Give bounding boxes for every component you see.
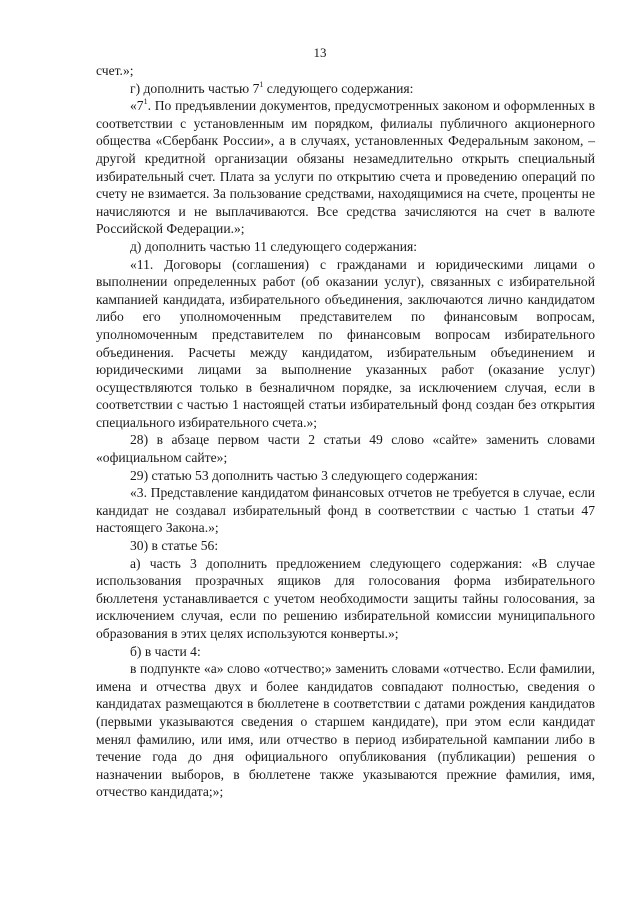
paragraph-item-28: 28) в абзаце первом части 2 статьи 49 слово «сайте» заменить словами «официальном сайте»; [96, 432, 595, 466]
paragraph-part-11: «11. Договоры (соглашения) с гражданами и юридическими лицами о выполнении определенных работ (об оказании услуг), связанных с избирательной кампанией кандидата, избирательного объединения, заключаются лично кандидатом либо его уполномоченным представителем по финансовым вопросам, уполномоченным представителем по финансовым вопросам избирательного объединения. Расчеты между кандидатом, избирательным объединением и юридическими лицами за выполнение указанных работ (оказание услуг) осуществляются только в безналичном порядке, за исключением случая, если в соответствии с частью 1 настоящей статьи избирательный фонд создан без открытия специального избирательного счета.»; [96, 256, 595, 430]
paragraph-item-d: д) дополнить частью 11 следующего содержания: [130, 238, 418, 254]
paragraph-part-7-1-start: «7 [130, 98, 144, 114]
paragraph-part-7-1-text: . По предъявлении документов, предусмотренных законом и оформленных в соответствии с установленным им порядком, филиалы публичного акционерного общества «Сбербанк России», а в случаях, установленных Федеральным законом, – другой кредитной организации обязаны незамедлительно открыть специальный избирательный счет. Плата за услуги по открытию счета и проведению операций по счету не взимается. За пользование средствами, находящимися на счете, проценты не начисляются и не выплачиваются. Все средства зачисляются на счет в валюте Российской Федерации.»; [96, 98, 595, 237]
page-number: 13 [313, 45, 327, 60]
paragraph-part-7-1 [96, 97, 595, 238]
paragraph-item-29: 29) статью 53 дополнить частью 3 следующего содержания: [130, 467, 478, 483]
paragraph-continuation: счет.»; [96, 63, 134, 78]
paragraph-item-g-text: г) дополнить частью 7 [130, 80, 260, 96]
superscript-index: 1 [143, 97, 148, 107]
document-body [96, 62, 595, 801]
paragraph-item-g [96, 80, 595, 98]
paragraph-item-g-text-end: следующего содержания: [263, 80, 414, 96]
paragraph-item-30: 30) в статье 56: [130, 538, 219, 554]
paragraph-subitem-a: в подпункте «а» слово «отчество;» заменить словами «отчество. Если фамилии, имена и отчества двух и более кандидатов совпадают полностью, сведения о кандидатах размещаются в бюллетене в соответствии с датами рождения кандидатов (первыми указываются сведения о старшем кандидате), при этом если кандидат менял фамилию, или имя, или отчество в период избирательной кампании либо в течение года до дня официального опубликования (публикации) решения о назначении выборов, в бюллетене также указываются прежние фамилия, имя, отчество кандидата;»; [96, 661, 595, 800]
superscript-index: 1 [259, 79, 264, 89]
paragraph-item-b: б) в части 4: [130, 643, 201, 659]
paragraph-item-a: а) часть 3 дополнить предложением следующего содержания: «В случае использования прозрачных ящиков для голосования форма избирательного бюллетеня устанавливается с учетом необходимости защиты тайны голосования, за исключением случая, если по решению избирательной комиссии муниципального образования в этих целях используются конверты.»; [96, 555, 595, 641]
paragraph-part-3: «3. Представление кандидатом финансовых отчетов не требуется в случае, если кандидат не создавал избирательный фонд в соответствии с частью 1 статьи 47 настоящего Закона.»; [96, 485, 595, 536]
